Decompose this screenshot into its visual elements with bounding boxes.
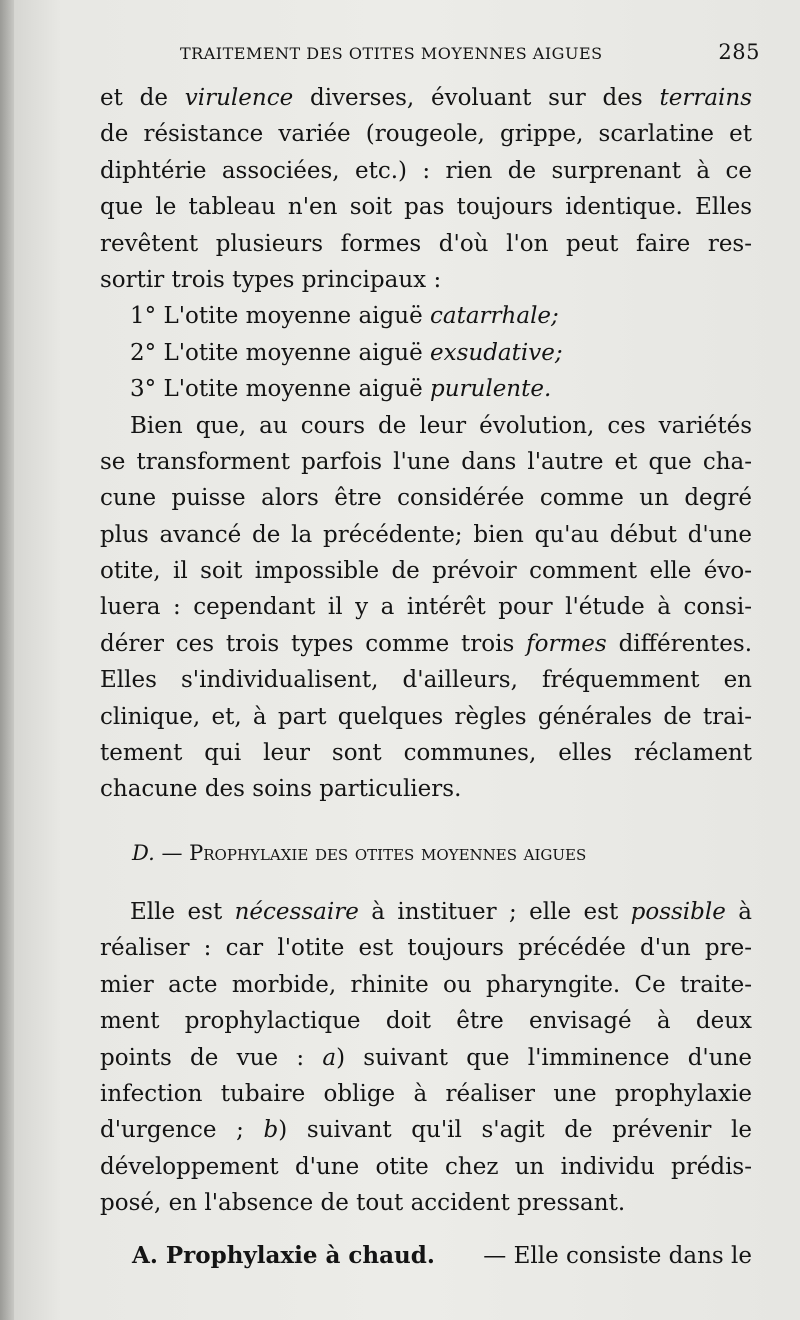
prophylaxis-text-block: [100, 894, 752, 1222]
page-gutter-shadow: [0, 0, 14, 1320]
italic-run: purulente.: [430, 376, 552, 403]
text-line: [100, 80, 752, 116]
section-heading: [132, 836, 752, 870]
section-dash: —: [154, 841, 190, 865]
subsection-text: — Elle consiste dans le: [483, 1243, 752, 1269]
text-line: otite, il soit impossible de prévoir comment elle évo-: [100, 558, 752, 585]
text-run: à instituer ; elle est: [358, 899, 631, 925]
subsection-label: A. Prophylaxie à chaud.: [132, 1242, 435, 1269]
text-line: sortir trois types principaux :: [100, 266, 442, 293]
text-line: [100, 626, 752, 662]
italic-run: b: [263, 1117, 279, 1144]
italic-run: formes: [526, 630, 607, 657]
italic-run: a: [322, 1044, 337, 1071]
text-line: de résistance variée (rougeole, grippe, scarlatine et: [100, 121, 752, 148]
text-run: à: [725, 899, 752, 925]
running-head-title: TRAITEMENT DES OTITES MOYENNES AIGUES: [180, 44, 603, 63]
text-run: points de vue :: [100, 1044, 323, 1071]
running-head: [180, 40, 760, 68]
text-run: diverses, évoluant sur des: [293, 85, 660, 111]
italic-run: virulence: [184, 85, 294, 111]
text-line: Bien que, au cours de leur évolution, ces variétés: [130, 412, 752, 439]
text-line: développement d'une otite chez un individu prédis-: [100, 1153, 752, 1180]
text-line: [100, 894, 752, 930]
type-item: [100, 335, 752, 371]
text-line: plus avancé de la précédente; bien qu'au début d'une: [100, 521, 752, 548]
text-run: L'otite moyenne aiguë: [156, 376, 430, 403]
text-line: Elles s'individualisent, d'ailleurs, fréquemment en: [100, 667, 752, 694]
type-item: [100, 298, 752, 334]
item-number: 3°: [130, 376, 157, 403]
italic-run: nécessaire: [234, 899, 359, 925]
text-line: réaliser : car l'otite est toujours précédée d'un pre-: [100, 935, 752, 962]
text-line: diphtérie associées, etc.) : rien de surprenant à ce: [100, 157, 752, 184]
text-run: et de: [100, 85, 185, 111]
text-line: mier acte morbide, rhinite ou pharyngite. Ce traite-: [100, 971, 752, 998]
section-letter: D.: [132, 841, 155, 865]
text-line: clinique, et, à part quelques règles générales de trai-: [100, 703, 752, 730]
subsection-heading: [132, 1238, 752, 1274]
text-line: [100, 1112, 752, 1148]
text-line: cune puisse alors être considérée comme un degré: [100, 485, 752, 512]
text-line: que le tableau n'en soit pas toujours identique. Elles: [100, 194, 752, 221]
text-run: différentes.: [606, 630, 752, 657]
type-item: [100, 371, 752, 407]
text-line: [100, 1040, 752, 1076]
italic-run: possible: [630, 899, 726, 925]
text-line: chacune des soins particuliers.: [100, 776, 462, 803]
italic-run: terrains: [659, 85, 753, 111]
page-number: 285: [718, 40, 760, 64]
text-run: dérer ces trois types comme trois: [100, 630, 527, 657]
text-run: L'otite moyenne aiguë: [156, 303, 430, 330]
text-run: Elle est: [130, 899, 235, 925]
section-title: Prophylaxie des otites moyennes aigues: [189, 841, 587, 865]
text-run: ) suivant qu'il s'agit de prévenir le: [278, 1117, 752, 1144]
text-run: L'otite moyenne aiguë: [156, 339, 430, 366]
text-line: luera : cependant il y a intérêt pour l'étude à consi-: [100, 594, 752, 621]
text-run: ) suivant que l'imminence d'une: [336, 1044, 752, 1071]
text-line: posé, en l'absence de tout accident pressant.: [100, 1190, 626, 1217]
item-number: 1°: [130, 303, 157, 330]
text-line: ment prophylactique doit être envisagé à deux: [100, 1008, 752, 1035]
italic-run: exsudative;: [430, 339, 563, 366]
text-line: se transforment parfois l'une dans l'autre et que cha-: [100, 448, 752, 475]
text-line: tement qui leur sont communes, elles réclament: [100, 740, 752, 767]
main-text-block: [100, 80, 752, 808]
italic-run: catarrhale;: [430, 303, 559, 330]
text-line: infection tubaire oblige à réaliser une prophylaxie: [100, 1080, 752, 1107]
text-run: d'urgence ;: [100, 1117, 264, 1144]
item-number: 2°: [130, 339, 157, 366]
text-line: revêtent plusieurs formes d'où l'on peut faire res-: [100, 230, 752, 257]
